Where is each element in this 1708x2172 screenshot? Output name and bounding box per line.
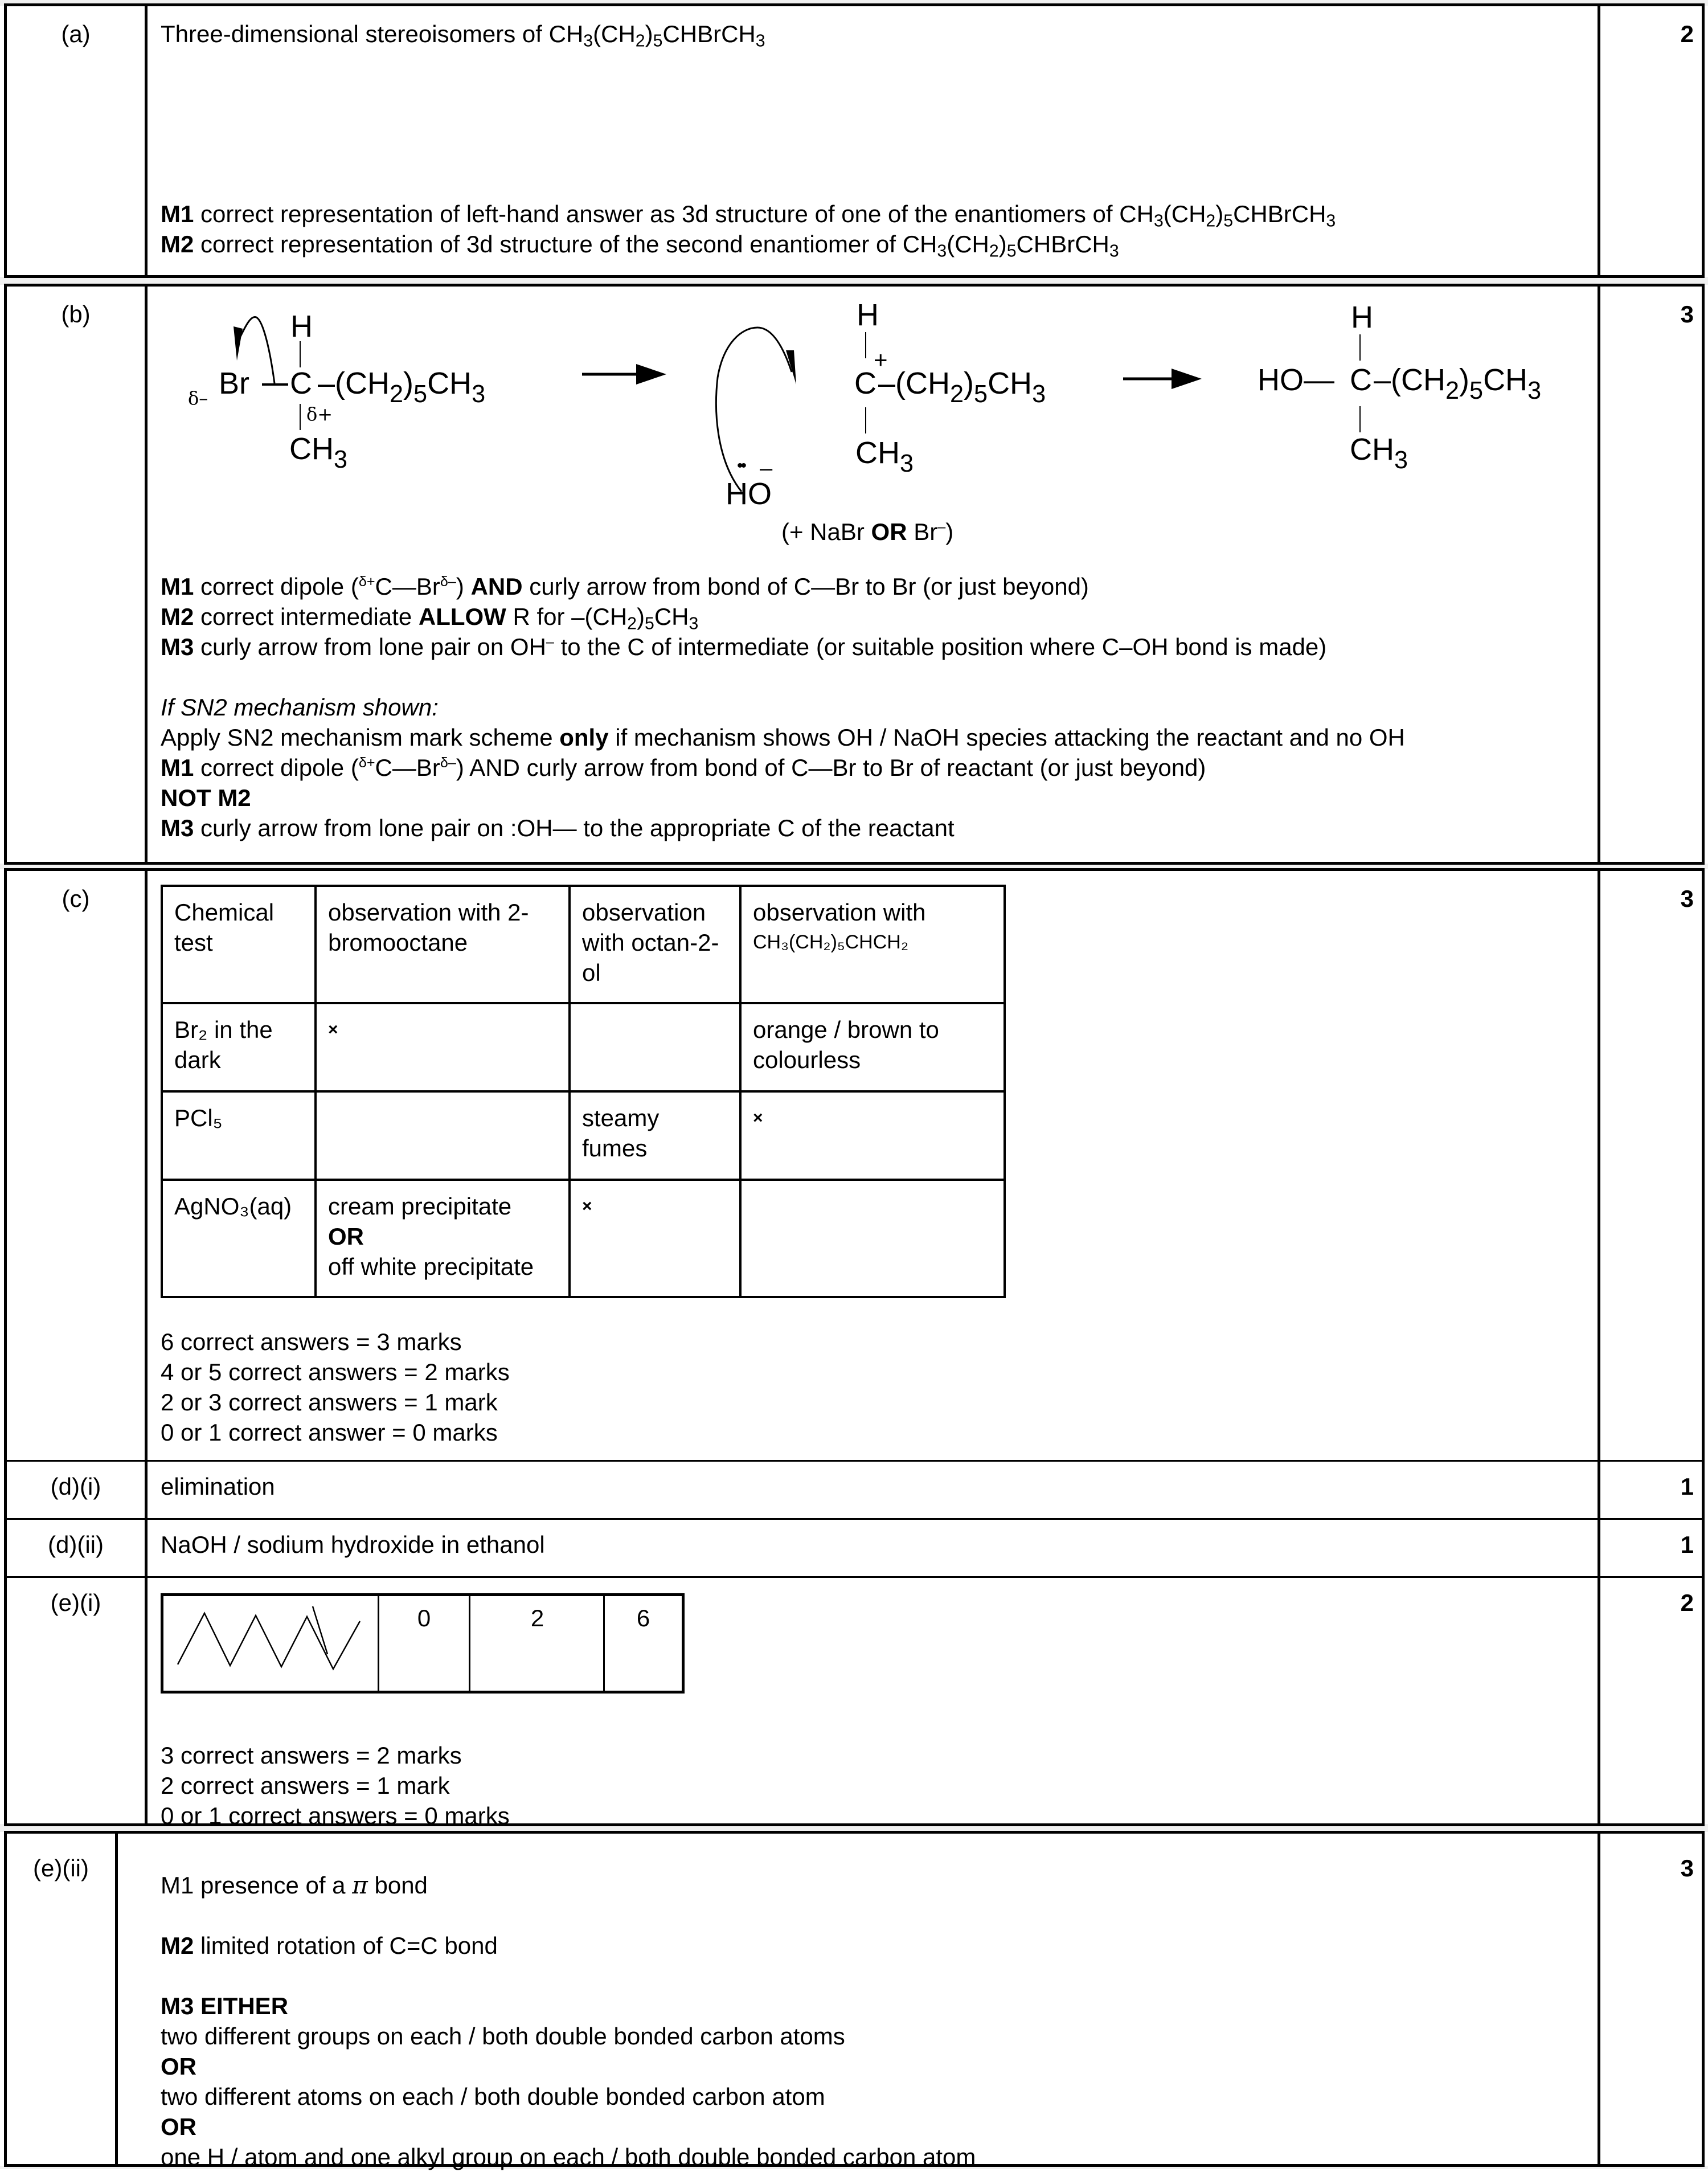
point-text: R for –(CH <box>506 603 628 630</box>
row-e-ii <box>4 1831 1705 2170</box>
point-tag: M2 <box>161 1932 194 1959</box>
byproduct-text: (+ NaBr <box>781 518 871 545</box>
row-divider <box>7 1576 1702 1578</box>
byproduct-text: ) <box>945 518 954 545</box>
point-keyword: AND <box>470 573 523 600</box>
point-tag: M1 <box>161 201 194 227</box>
formula-sub: 3 <box>1153 211 1164 231</box>
not-m2-note: NOT M2 <box>161 784 251 811</box>
scoring-line: 6 correct answers = 3 marks <box>161 1328 462 1355</box>
question-label: (d)(i) <box>50 1473 101 1500</box>
table-cell: × <box>570 1180 740 1297</box>
point-text: correct representation of 3d structure of the second enantiomer of <box>194 231 903 257</box>
mark-value: 3 <box>1680 885 1694 912</box>
formula-part: CH <box>548 21 584 47</box>
formula-part: ) <box>1215 201 1224 227</box>
column-divider <box>1598 6 1600 275</box>
scoring-line: 3 correct answers = 2 marks <box>161 1742 462 1769</box>
group-part: CH <box>289 432 334 466</box>
marking-points <box>161 199 1336 259</box>
skeletal-formula <box>163 1596 378 1691</box>
header-text: observation with <box>753 899 926 926</box>
curly-arrow-2-head <box>786 350 796 385</box>
scoring-line: 4 or 5 correct answers = 2 marks <box>161 1359 510 1385</box>
formula-sub: 2 <box>989 242 999 261</box>
question-label: (e)(i) <box>50 1589 101 1616</box>
point-text: presence of a <box>194 1872 353 1899</box>
lone-pair: •• <box>737 456 745 475</box>
column-divider <box>1598 871 1600 1823</box>
table-cell <box>316 1091 570 1180</box>
cell-text: off white precipitate <box>328 1253 534 1280</box>
formula-part: CHBrCH <box>1233 201 1326 227</box>
formula-part: CHBrCH <box>1016 231 1109 257</box>
scoring-line: 0 or 1 correct answers = 0 marks <box>161 1802 510 1829</box>
mark-value: 2 <box>1680 21 1694 47</box>
formula-part: CHBrCH <box>662 21 756 47</box>
point-keyword: ALLOW <box>418 603 506 630</box>
chain-sub: 5 <box>1469 377 1484 405</box>
answer-cell: 2 <box>530 1605 544 1631</box>
formula-sub: 2 <box>635 31 645 51</box>
question-label: (b) <box>61 301 91 328</box>
answer-cell: 0 <box>417 1605 431 1631</box>
alkyl-chain <box>1374 363 1542 405</box>
group-part: CH <box>1350 432 1394 467</box>
hydrogen-atom: H <box>290 309 313 343</box>
point-text: ) AND curly arrow from bond of C—Br to Br of reactant (or just beyond) <box>456 754 1206 781</box>
dipole-sup: δ+ <box>358 573 375 590</box>
formula-part: CH <box>902 231 937 257</box>
chain-part: CH <box>988 366 1033 400</box>
chain-sub: 3 <box>472 381 486 408</box>
table-header: Chemical test <box>162 886 316 1003</box>
group-part: CH <box>855 436 900 470</box>
answer-text: elimination <box>161 1473 275 1500</box>
formula-sub: 3 <box>1109 242 1119 261</box>
negative-charge: – <box>760 456 773 481</box>
chain-sub: 2 <box>390 381 404 408</box>
spacer <box>161 1961 976 1991</box>
or-keyword: OR <box>161 2113 196 2140</box>
carbon-atom: C <box>854 366 876 400</box>
table-header <box>740 886 1005 1003</box>
point-text: limited rotation of C=C bond <box>194 1932 498 1959</box>
question-prompt <box>161 19 1582 49</box>
point-text: correct dipole ( <box>194 573 359 600</box>
table-cell: steamy fumes <box>570 1091 740 1180</box>
curly-arrow-1-head <box>234 326 243 361</box>
mark-value: 3 <box>1680 301 1694 328</box>
formula-part: CH <box>1119 201 1154 227</box>
table-cell: × <box>740 1091 1005 1180</box>
point-text: ) <box>456 573 471 600</box>
point-text: C—Br <box>375 573 440 600</box>
marking-point-m3 <box>161 632 1582 662</box>
marking-point-m1 <box>161 571 1582 602</box>
point-text: correct dipole ( <box>194 754 359 781</box>
point-text: C—Br <box>375 754 440 781</box>
point-text: ) <box>637 603 645 630</box>
prompt-text: Three-dimensional stereoisomers of <box>161 21 549 47</box>
chain-part: ) <box>1459 363 1470 397</box>
formula-sub: 2 <box>1206 211 1216 231</box>
hydroxyl-group: HO— <box>1258 363 1334 397</box>
scoring-guide <box>161 1327 510 1447</box>
question-label: (e)(ii) <box>33 1855 89 1881</box>
chain-part: CH <box>1483 363 1528 397</box>
formula-sub: 5 <box>1006 242 1017 261</box>
chain-part: –(CH <box>1374 363 1446 397</box>
mark-value: 1 <box>1680 1531 1694 1558</box>
formula <box>902 231 1119 261</box>
mechanism-diagram <box>7 287 1596 560</box>
column-divider <box>115 1834 118 2164</box>
mark-value: 3 <box>1680 1855 1694 1881</box>
reaction-arrow-2-head <box>1172 369 1202 389</box>
table-cell <box>316 1180 570 1297</box>
sn2-instruction <box>161 722 1582 752</box>
row-a <box>4 3 1705 278</box>
scoring-line: 2 correct answers = 1 mark <box>161 1772 450 1799</box>
point-text: curly arrow from lone pair on OH <box>194 633 546 660</box>
dipole-sup: δ– <box>440 754 456 771</box>
point-tag: M1 <box>161 573 194 600</box>
byproduct-or: OR <box>871 518 907 545</box>
answer-text: NaOH / sodium hydroxide in ethanol <box>161 1531 545 1558</box>
methyl-group <box>1350 432 1408 475</box>
column-divider <box>1598 1834 1600 2164</box>
column-divider <box>145 871 148 1823</box>
chain-sub: 5 <box>974 381 988 408</box>
chain-sub: 5 <box>413 381 428 408</box>
dipole-sup: δ– <box>440 573 456 590</box>
scoring-line: 0 or 1 correct answer = 0 marks <box>161 1419 498 1446</box>
formula-part: ) <box>645 21 653 47</box>
bromine-atom: Br <box>219 366 249 400</box>
point-tag: M2 <box>161 231 194 257</box>
hydrogen-atom: H <box>1351 300 1373 334</box>
point-text: Apply SN2 mechanism mark scheme <box>161 724 560 751</box>
point-tag: M1 <box>161 754 194 781</box>
point-text: curly arrow from lone pair on :OH— to the appropriate C of the reactant <box>194 815 955 841</box>
formula-sub: 3 <box>755 31 765 51</box>
mark-value: 2 <box>1680 1589 1694 1616</box>
carbon-atom: C <box>1350 363 1372 397</box>
point-keyword: only <box>559 724 609 751</box>
table-cell <box>162 1091 316 1180</box>
table-cell: Br₂ in the dark <box>162 1003 316 1091</box>
formula-sub: 5 <box>645 614 654 633</box>
marking-point-m2 <box>161 602 1582 632</box>
group-sub: 3 <box>900 450 914 478</box>
answer-content <box>161 19 1582 49</box>
isomer-answer-box <box>161 1593 685 1694</box>
table-header: observation with octan-2-ol <box>570 886 740 1003</box>
chain-part: ) <box>403 366 414 400</box>
question-label: (d)(ii) <box>48 1531 104 1558</box>
formula-sub: 3 <box>689 614 699 633</box>
chain-sub: 3 <box>1032 381 1046 408</box>
methyl-group <box>855 436 914 478</box>
marking-point-m3: M3 EITHER <box>161 1993 289 2019</box>
column-divider <box>1598 287 1600 862</box>
table-header-row <box>162 886 1005 1003</box>
spacer <box>161 1900 976 1930</box>
row-b <box>4 284 1705 865</box>
partial-negative-charge: δ– <box>188 387 208 409</box>
question-label: (a) <box>61 21 91 47</box>
sn2-marking-point-m3 <box>161 813 1582 843</box>
group-sub: 3 <box>334 446 348 474</box>
table-row <box>162 1180 1005 1297</box>
point-text: bond <box>367 1872 428 1899</box>
byproduct-note <box>781 517 953 547</box>
alkyl-chain <box>878 366 1046 408</box>
formula <box>1119 201 1336 231</box>
formula-part: ) <box>998 231 1007 257</box>
curly-arrow-2 <box>716 328 792 492</box>
column-divider <box>145 6 148 275</box>
answer-cell: 6 <box>636 1605 650 1631</box>
sn2-marking-point-m1 <box>161 752 1582 783</box>
methyl-group <box>289 432 348 474</box>
option-text: two different groups on each / both double bonded carbon atoms <box>161 2023 845 2050</box>
chain-sub: 2 <box>950 381 964 408</box>
question-label: (c) <box>62 885 90 912</box>
point-text: correct representation of left-hand answer as 3d structure of one of the enantiomers of <box>194 201 1120 227</box>
row-divider <box>7 1518 1702 1520</box>
table-cell <box>740 1180 1005 1297</box>
formula-sub: 5 <box>1223 211 1234 231</box>
chain-part: –(CH <box>318 366 390 400</box>
marking-points <box>161 571 1582 843</box>
point-tag: M2 <box>161 603 194 630</box>
or-keyword: OR <box>161 2053 196 2080</box>
option-text: two different atoms on each / both double bonded carbon atom <box>161 2083 825 2110</box>
cell-text: cream precipitate <box>328 1193 512 1220</box>
marking-point-m1 <box>161 1870 976 1900</box>
reaction-arrow-1-head <box>636 364 666 385</box>
formula-sub: 3 <box>583 31 593 51</box>
carbon-atom: C <box>290 366 312 400</box>
option-text: one H / atom and one alkyl group on each / both double bonded carbon atom <box>161 2144 976 2170</box>
byproduct-text: Br <box>907 518 938 545</box>
chain-sub: 2 <box>1445 377 1460 405</box>
carbon-chain <box>178 1613 360 1669</box>
header-formula: CH₃(CH₂)₅CHCH₂ <box>753 931 909 953</box>
point-text: curly arrow from bond of C—Br to Br (or just beyond) <box>522 573 1089 600</box>
formula-sub: 5 <box>653 31 663 51</box>
table-row <box>162 1003 1005 1091</box>
point-tag: M3 <box>161 633 194 660</box>
table-header: observation with 2-bromooctane <box>316 886 570 1003</box>
group-sub: 3 <box>1394 447 1408 475</box>
marking-point-m2 <box>161 1930 976 1961</box>
marking-point-m1 <box>161 199 1336 229</box>
cell-text: PCl₅ <box>174 1105 223 1131</box>
byproduct-sup: – <box>937 518 946 535</box>
dipole-sup: δ+ <box>358 754 375 771</box>
alkyl-chain <box>318 366 486 408</box>
chain-part: ) <box>964 366 974 400</box>
spacer <box>161 662 1582 692</box>
table-cell: orange / brown to colourless <box>740 1003 1005 1091</box>
rows-c-to-e-i <box>4 868 1705 1829</box>
charge-sup: – <box>546 633 554 650</box>
formula-part: (CH <box>947 231 989 257</box>
table-cell: × <box>316 1003 570 1091</box>
table-cell: AgNO₃(aq) <box>162 1180 316 1297</box>
point-tag: M1 <box>161 1872 194 1899</box>
formula-part: (CH <box>1163 201 1206 227</box>
point-text: if mechanism shows OH / NaOH species attacking the reactant and no OH <box>608 724 1405 751</box>
marking-points <box>161 1870 976 2172</box>
positive-charge: + <box>874 346 888 373</box>
formula <box>548 21 765 51</box>
chain-sub: 3 <box>1527 377 1542 405</box>
point-text: CH <box>654 603 689 630</box>
hydrogen-atom: H <box>857 298 879 332</box>
chain-part: –(CH <box>878 366 951 400</box>
formula-part: (CH <box>593 21 636 47</box>
formula-sub: 3 <box>1326 211 1336 231</box>
point-text: correct intermediate <box>194 603 419 630</box>
row-divider <box>7 1460 1702 1462</box>
point-tag: M3 <box>161 815 194 841</box>
table-cell <box>570 1003 740 1091</box>
partial-positive-charge: δ+ <box>306 403 333 425</box>
mark-value: 1 <box>1680 1473 1694 1500</box>
double-bond <box>313 1606 327 1654</box>
scoring-guide <box>161 1740 510 1831</box>
observation-table <box>161 885 1006 1298</box>
cell-keyword: OR <box>328 1223 364 1250</box>
marking-point-m2 <box>161 229 1336 259</box>
chain-part: CH <box>427 366 472 400</box>
scoring-line: 2 or 3 correct answers = 1 mark <box>161 1389 498 1416</box>
sn2-heading: If SN2 mechanism shown: <box>161 694 439 721</box>
table-row <box>162 1091 1005 1180</box>
formula-sub: 2 <box>627 614 637 633</box>
point-text: to the C of intermediate (or suitable position where C–OH bond is made) <box>554 633 1327 660</box>
formula-sub: 3 <box>937 242 947 261</box>
pi-symbol: π <box>352 1871 368 1899</box>
hydroxide-ion: HO <box>726 477 772 511</box>
